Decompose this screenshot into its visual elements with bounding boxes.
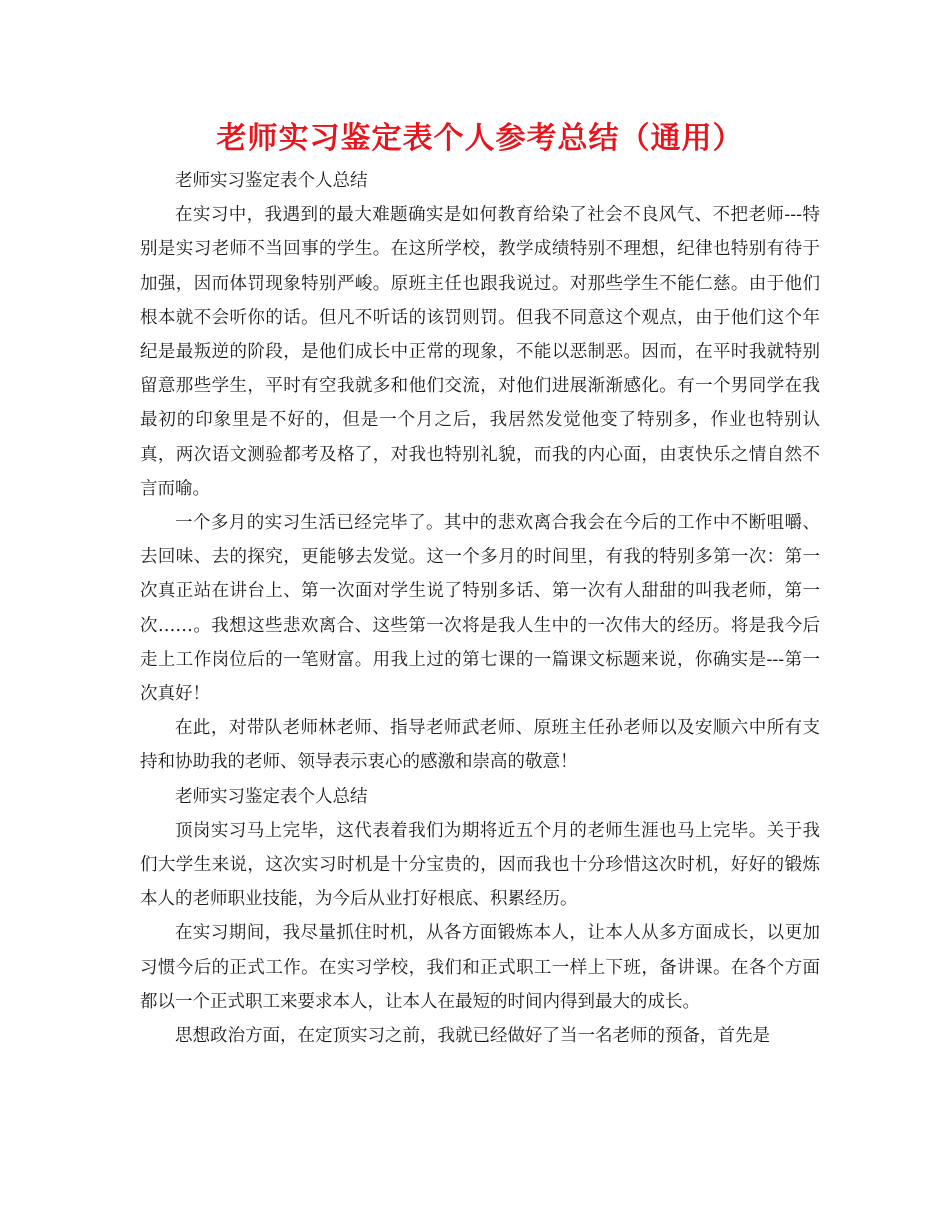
section-heading: 老师实习鉴定表个人总结 bbox=[175, 786, 368, 807]
paragraph: 在实习中，我遇到的最大难题确实是如何教育给染了社会不良风气、不把老师---特别是实习老师不当回事的学生。在这所学校，教学成绩特别不理想，纪律也特别有待于加强，因而体罚现象特别严峻。原班主任也跟我说过。对那些学生不能仁慈。由于他们根本就不会听你的话。但凡不听话的该罚则罚。但我不同意这个观点，由于他们这个年纪是最叛逆的阶段，是他们成长中正常的现象，不能以恶制恶。因而，在平时我就特别留意那些学生，平时有空我就多和他们交流，对他们进展渐渐感化。有一个男同学在我最初的印象里是不好的，但是一个月之后，我居然发觉他变了特别多，作业也特别认真，两次语文测验都考及格了，对我也特别礼貌，而我的内心面，由衷快乐之情自然不言而喻。 bbox=[140, 205, 820, 499]
paragraph: 顶岗实习马上完毕，这代表着我们为期将近五个月的老师生涯也马上完毕。关于我们大学生来说，这次实习时机是十分宝贵的，因而我也十分珍惜这次时机，好好的锻炼本人的老师职业技能，为今后从业打好根底、积累经历。 bbox=[140, 820, 820, 910]
section-heading: 老师实习鉴定表个人总结 bbox=[175, 171, 368, 191]
paragraph: 一个多月的实习生活已经完毕了。其中的悲欢离合我会在今后的工作中不断咀嚼、去回味、去的探究，更能够去发觉。这一个多月的时间里，有我的特别多第一次：第一次真正站在讲台上、第一次面对学生说了特别多话、第一次有人甜甜的叫我老师，第一次……。我想这些悲欢离合、这些第一次将是我人生中的一次伟大的经历。将是我今后走上工作岗位后的一笔财富。用我上过的第七课的一篇课文标题来说，你确实是---第一次真好！ bbox=[140, 513, 820, 705]
paragraph: 在实习期间，我尽量抓住时机，从各方面锻炼本人，让本人从多方面成长，以更加习惯今后的正式工作。在实习学校，我们和正式职工一样上下班，备讲课。在各个方面都以一个正式职工来要求本人，让本人在最短的时间内得到最大的成长。 bbox=[140, 923, 820, 1012]
document-page bbox=[140, 118, 820, 1053]
paragraph: 思想政治方面，在定顶实习之前，我就已经做好了当一名老师的预备，首先是 bbox=[175, 1026, 770, 1047]
paragraph: 在此，对带队老师林老师、指导老师武老师、原班主任孙老师以及安顺六中所有支持和协助我的老师、领导表示衷心的感激和崇高的敬意！ bbox=[140, 718, 820, 773]
document-title: 老师实习鉴定表个人参考总结（通用） bbox=[216, 121, 744, 156]
